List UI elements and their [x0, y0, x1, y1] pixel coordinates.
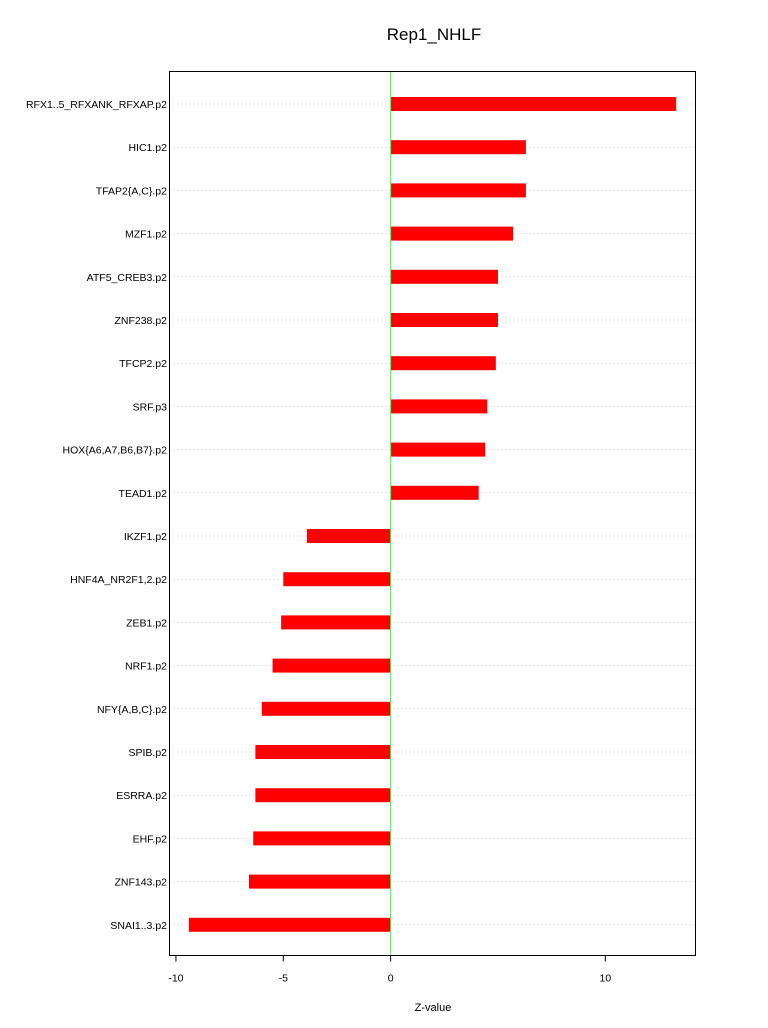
x-axis-label: Z-value — [414, 1002, 452, 1014]
category-label: HNF4A_NR2F1,2.p2 — [70, 574, 167, 587]
bar — [281, 615, 390, 629]
category-label: SRF.p3 — [132, 401, 167, 414]
bar — [249, 875, 391, 889]
category-label: NRF1.p2 — [124, 660, 167, 673]
x-tick-label: -10 — [168, 972, 184, 985]
bar — [391, 227, 513, 241]
bar — [391, 486, 479, 500]
bar — [391, 270, 498, 284]
category-label: RFX1..5_RFXANK_RFXAP.p2 — [25, 99, 167, 111]
category-label: TFAP2{A,C}.p2 — [95, 185, 167, 198]
bar — [391, 399, 488, 413]
category-labels — [26, 99, 167, 932]
bar — [391, 356, 496, 370]
plot-frame — [170, 72, 696, 956]
bar — [255, 745, 390, 759]
category-label: ESRRA.p2 — [116, 790, 167, 803]
bar — [253, 831, 390, 845]
chart-title: Rep1_NHLF — [386, 25, 482, 44]
category-label: SPIB.p2 — [128, 747, 167, 759]
bar — [189, 918, 391, 932]
category-label: MZF1.p2 — [124, 228, 167, 241]
category-label: ZNF238.p2 — [114, 315, 167, 327]
bar — [307, 529, 391, 543]
category-label: ATF5_CREB3.p2 — [86, 271, 167, 284]
category-label: ZEB1.p2 — [126, 617, 167, 630]
bar — [391, 97, 677, 111]
category-label: NFY{A,B,C}.p2 — [96, 703, 167, 716]
category-label: HIC1.p2 — [128, 142, 167, 155]
bar — [255, 788, 390, 802]
x-tick-label: -5 — [278, 972, 288, 985]
x-axis — [168, 956, 611, 985]
bar — [391, 313, 498, 327]
x-tick-label: 0 — [387, 972, 394, 985]
category-label: ZNF143.p2 — [114, 876, 167, 889]
bar — [283, 572, 390, 586]
x-tick-label: 10 — [599, 972, 612, 985]
category-label: SNAI1..3.p2 — [110, 919, 167, 932]
category-label: HOX{A6,A7,B6,B7}.p2 — [62, 444, 167, 457]
category-label: EHF.p2 — [132, 833, 167, 846]
bar — [391, 183, 526, 197]
category-label: IKZF1.p2 — [123, 531, 167, 543]
bar — [391, 443, 485, 457]
category-label: TFCP2.p2 — [119, 358, 167, 371]
bar — [391, 140, 526, 154]
bars — [189, 97, 676, 932]
bar — [273, 659, 391, 673]
bar — [262, 702, 391, 716]
category-label: TEAD1.p2 — [118, 487, 167, 500]
